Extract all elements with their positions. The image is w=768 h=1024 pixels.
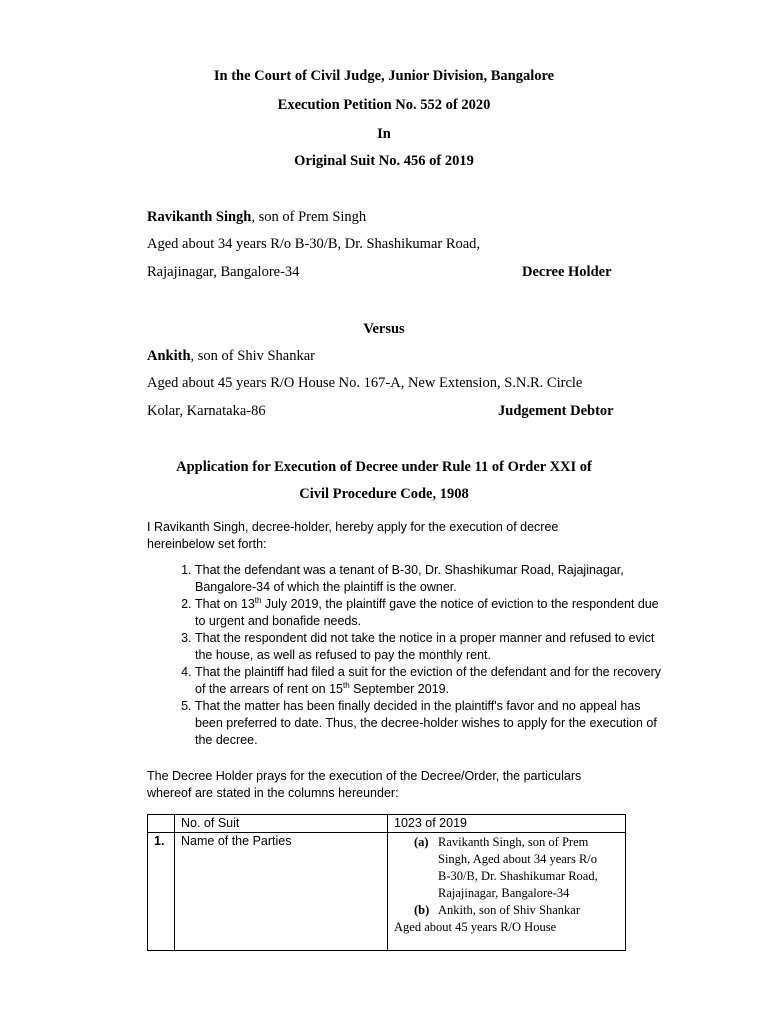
table-row — [148, 815, 626, 833]
decree-holder-role: Decree Holder — [522, 264, 612, 280]
party-a — [394, 834, 619, 902]
table-cell-number: 1. — [148, 833, 175, 951]
table-cell-label: Name of the Parties — [175, 833, 388, 951]
table-row — [148, 833, 626, 951]
party-a-text: Ravikanth Singh, son of Prem Singh, Aged about 34 years R/o B-30/B, Dr. Shashikumar Road, Rajajinagar, Bangalore-34 — [438, 835, 598, 900]
petition-items-list — [147, 562, 665, 749]
decree-holder-relation: , son of Prem Singh — [251, 209, 367, 225]
application-title-1: Application for Execution of Decree under Rule 11 of Order XXI of — [176, 459, 592, 475]
debtor-address-1: Aged about 45 years R/O House No. 167-A, New Extension, S.N.R. Circle — [147, 375, 583, 391]
debtor-role: Judgement Debtor — [498, 403, 614, 419]
party-a-label: (a) — [414, 835, 429, 849]
table-cell-value: 1023 of 2019 — [388, 815, 626, 833]
party-b — [394, 902, 619, 919]
list-item — [195, 630, 665, 664]
item-text: That the defendant was a tenant of B-30, Dr. Shashikumar Road, Rajajinagar, Bangalore-34 of which the plaintiff is the owner. — [195, 563, 624, 594]
list-item — [195, 596, 665, 630]
item-superscript: th — [254, 595, 262, 605]
debtor-name-line — [147, 348, 315, 365]
decree-holder-name: Ravikanth Singh — [147, 209, 252, 225]
item-text: That on 13 — [195, 597, 255, 611]
particulars-table — [147, 814, 626, 951]
item-text: That the plaintiff had filed a suit for the eviction of the defendant and for the recovery of the arrears of rent on 15 — [195, 665, 662, 696]
item-text: That the respondent did not take the notice in a proper manner and refused to evict the house, as well as refused to pay the monthly rent. — [195, 631, 655, 662]
list-item — [195, 698, 665, 749]
intro-paragraph: I Ravikanth Singh, decree-holder, hereby apply for the execution of decree hereinbelow set forth: — [147, 520, 559, 551]
table-cell-label: No. of Suit — [175, 815, 388, 833]
party-b-label: (b) — [414, 903, 430, 917]
debtor-address-2: Kolar, Karnataka-86 — [147, 403, 266, 419]
versus-heading: Versus — [363, 321, 405, 337]
item-superscript: th — [343, 680, 350, 690]
decree-holder-address-2: Rajajinagar, Bangalore-34 — [147, 264, 300, 280]
application-title-2: Civil Procedure Code, 1908 — [299, 486, 469, 502]
decree-holder-address-1: Aged about 34 years R/o B-30/B, Dr. Shashikumar Road, — [147, 236, 481, 252]
item-text: July 2019, the plaintiff gave the notice of eviction to the respondent due to urgent and bonafide needs. — [195, 597, 659, 628]
list-item — [195, 664, 665, 698]
party-b-continued: Aged about 45 years R/O House — [394, 920, 557, 934]
item-text: That the matter has been finally decided in the plaintiff's favor and no appeal has been preferred to date. Thus, the decree-holder wishes to apply for the execution of the decree. — [195, 699, 657, 747]
table-cell-number — [148, 815, 175, 833]
decree-holder-name-line — [147, 209, 366, 226]
debtor-relation: , son of Shiv Shankar — [190, 348, 315, 364]
list-item — [195, 562, 665, 596]
prayer-paragraph: The Decree Holder prays for the execution of the Decree/Order, the particulars whereof are stated in the columns hereunder: — [147, 769, 582, 800]
court-heading: In the Court of Civil Judge, Junior Division, Bangalore — [213, 68, 555, 84]
table-cell-parties — [388, 833, 626, 951]
item-text: September 2019. — [349, 682, 450, 696]
suit-heading: Original Suit No. 456 of 2019 — [294, 153, 474, 169]
petition-heading: Execution Petition No. 552 of 2020 — [277, 97, 491, 113]
debtor-name: Ankith — [147, 348, 191, 364]
in-heading: In — [377, 126, 391, 142]
party-b-text: Ankith, son of Shiv Shankar — [438, 903, 581, 917]
